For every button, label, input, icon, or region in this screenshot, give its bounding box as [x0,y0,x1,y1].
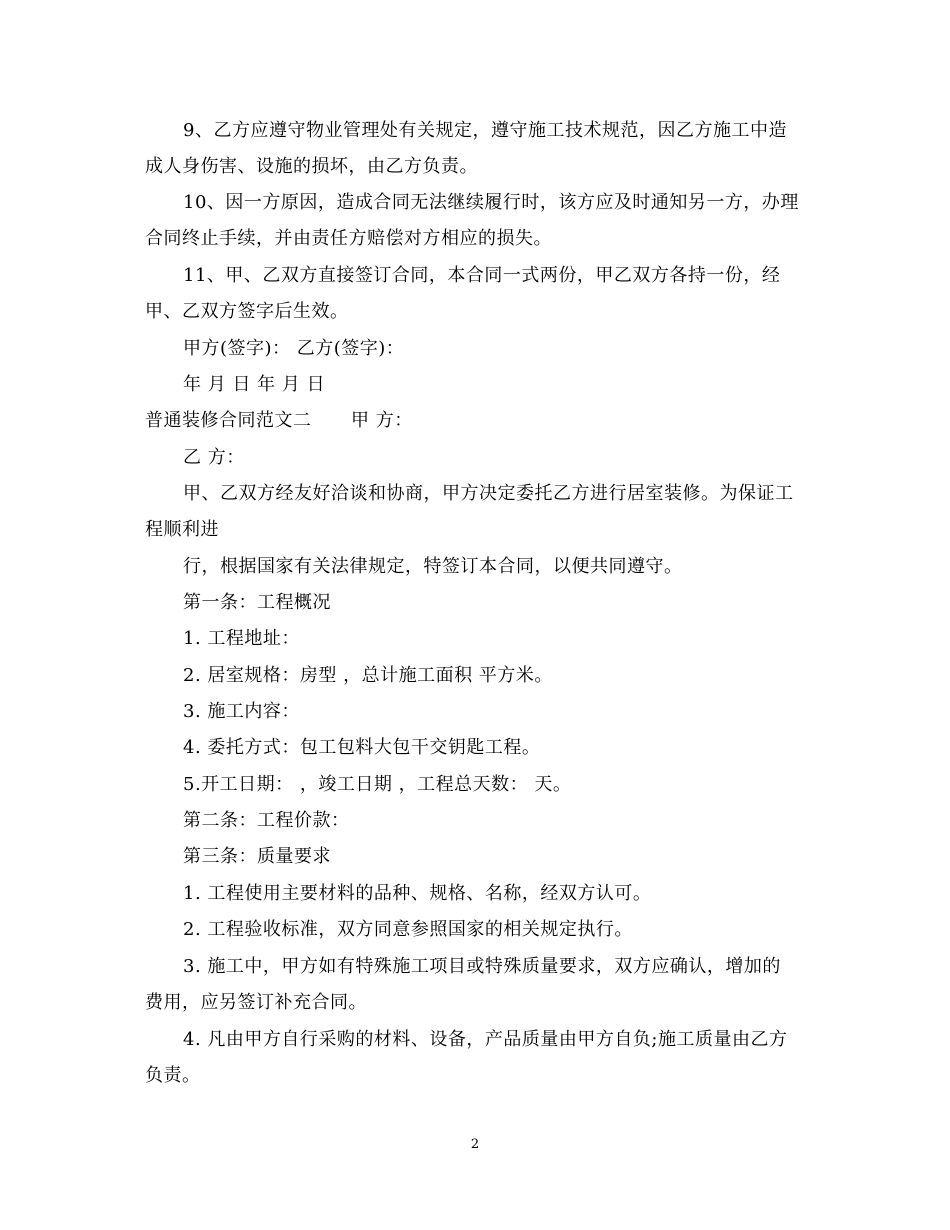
paragraph-line: 9、乙方应遵守物业管理处有关规定，遵守施工技术规范，因乙方施工中造 [183,120,787,141]
paragraph-line: 程顺利进 [145,519,219,540]
paragraph-line: 合同终止手续，并由责任方赔偿对方相应的损失。 [145,228,552,249]
list-item: 2. 居室规格：房型 ，总计施工面积 平方米。 [183,665,553,686]
signature-labels: 甲方(签字)： 乙方(签字)： [183,338,405,359]
paragraph-line: 负责。 [145,1065,201,1086]
paragraph-line: 甲、乙双方经友好洽谈和协商，甲方决定委托乙方进行居室装修。为保证工 [183,483,794,504]
page-number: 2 [470,1137,480,1152]
list-item: 4. 委托方式：包工包料大包干交钥匙工程。 [183,737,541,758]
paragraph-line: 10、因一方原因，造成合同无法继续履行时，该方应及时通知另一方，办理 [183,192,799,213]
party-b-label: 乙 方： [183,447,245,468]
paragraph-line: 行，根据国家有关法律规定，特签订本合同，以便共同遵守。 [183,556,683,577]
article-heading: 第三条：质量要求 [183,846,331,867]
paragraph-line: 甲、乙双方签字后生效。 [145,301,349,322]
list-item: 1. 工程地址： [183,628,300,649]
article-heading: 第二条：工程价款： [183,810,350,831]
list-item: 3. 施工内容： [183,701,300,722]
paragraph-line: 成人身伤害、设施的损坏，由乙方负责。 [145,156,478,177]
paragraph-line: 11、甲、乙双方直接签订合同，本合同一式两份，甲乙双方各持一份，经 [183,265,781,286]
section-title: 普通装修合同范文二 [145,410,312,431]
list-item: 1. 工程使用主要材料的品种、规格、名称，经双方认可。 [183,883,652,904]
list-item: 3. 施工中，甲方如有特殊施工项目或特殊质量要求，双方应确认，增加的 [183,956,781,977]
article-heading: 第一条：工程概况 [183,592,331,613]
list-item: 4. 凡由甲方自行采购的材料、设备，产品质量由甲方自负;施工质量由乙方 [183,1029,788,1050]
list-item: 5.开工日期： ，竣工日期 ，工程总天数： 天。 [183,774,572,795]
party-a-label: 甲 方： [351,410,413,431]
paragraph-line: 费用，应另签订补充合同。 [145,992,367,1013]
list-item: 2. 工程验收标准，双方同意参照国家的相关规定执行。 [183,919,633,940]
signature-dates: 年 月 日 年 月 日 [183,374,326,395]
